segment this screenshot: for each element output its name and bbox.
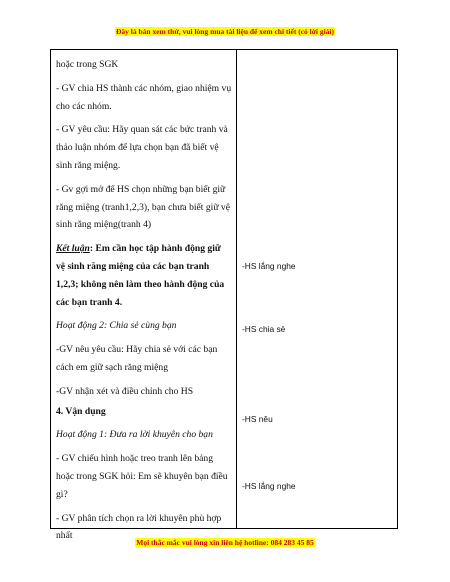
conclusion-paragraph: [56, 240, 232, 311]
paragraph: -GV nhận xét và điều chỉnh cho HS: [56, 385, 194, 397]
paragraph: - GV chia HS thành các nhóm, giao nhiệm vụ cho các nhóm.: [56, 82, 232, 112]
student-response: -HS lắng nghe: [242, 261, 296, 271]
paragraph: - GV yêu cầu: Hãy quan sát các bức tranh và thảo luận nhóm để lựa chọn bạn đã biết vệ sinh răng miệng.: [56, 124, 228, 171]
paragraph: - GV phân tích chọn ra lời khuyên phù hợp nhất: [56, 512, 222, 542]
preview-notice-banner: [0, 27, 450, 37]
section-title: 4. Vận dụng: [56, 405, 106, 417]
activity-title: Hoạt động 1: Đưa ra lời khuyên cho bạn: [56, 429, 213, 441]
student-response: -HS lắng nghe: [242, 481, 296, 491]
lesson-table: [50, 49, 398, 542]
teacher-activities-column: [56, 56, 232, 551]
preview-notice-text: Đây là bản xem thử, vui lòng mua tài liệu để xem chi tiết (có lời giải): [115, 27, 335, 36]
student-response: -HS chia sẻ: [242, 324, 286, 334]
column-divider: [236, 50, 237, 528]
conclusion-label: Kết luận: [56, 243, 90, 255]
student-response: -HS nêu: [242, 414, 273, 424]
activity-title: Hoạt động 2: Chia sẻ cùng bạn: [56, 320, 177, 332]
conclusion-text: : Em cần học tập hành động giữ vệ sinh răng miệng của các bạn tranh 1,2,3; không nên làm theo hành động của các bạn tranh 4.: [56, 243, 225, 308]
hotline-notice-banner: [0, 538, 450, 548]
paragraph: - GV chiếu hình hoặc treo tranh lên bảng hoặc trong SGK hỏi: Em sẽ khuyên bạn điều gì?: [56, 453, 228, 500]
paragraph: hoặc trong SGK: [56, 59, 119, 70]
hotline-notice-text: Mọi thắc mắc vui lòng xin liên hệ hotline: 084 283 45 85: [136, 538, 314, 547]
paragraph: -GV nêu yêu cầu: Hãy chia sẻ với các bạn cách em giữ sạch răng miệng: [56, 344, 218, 373]
paragraph: - Gv gợi mở để HS chọn những bạn biết giữ răng miệng (tranh1,2,3), bạn chưa biết giữ vệ sinh răng miệng(tranh 4): [56, 183, 230, 231]
